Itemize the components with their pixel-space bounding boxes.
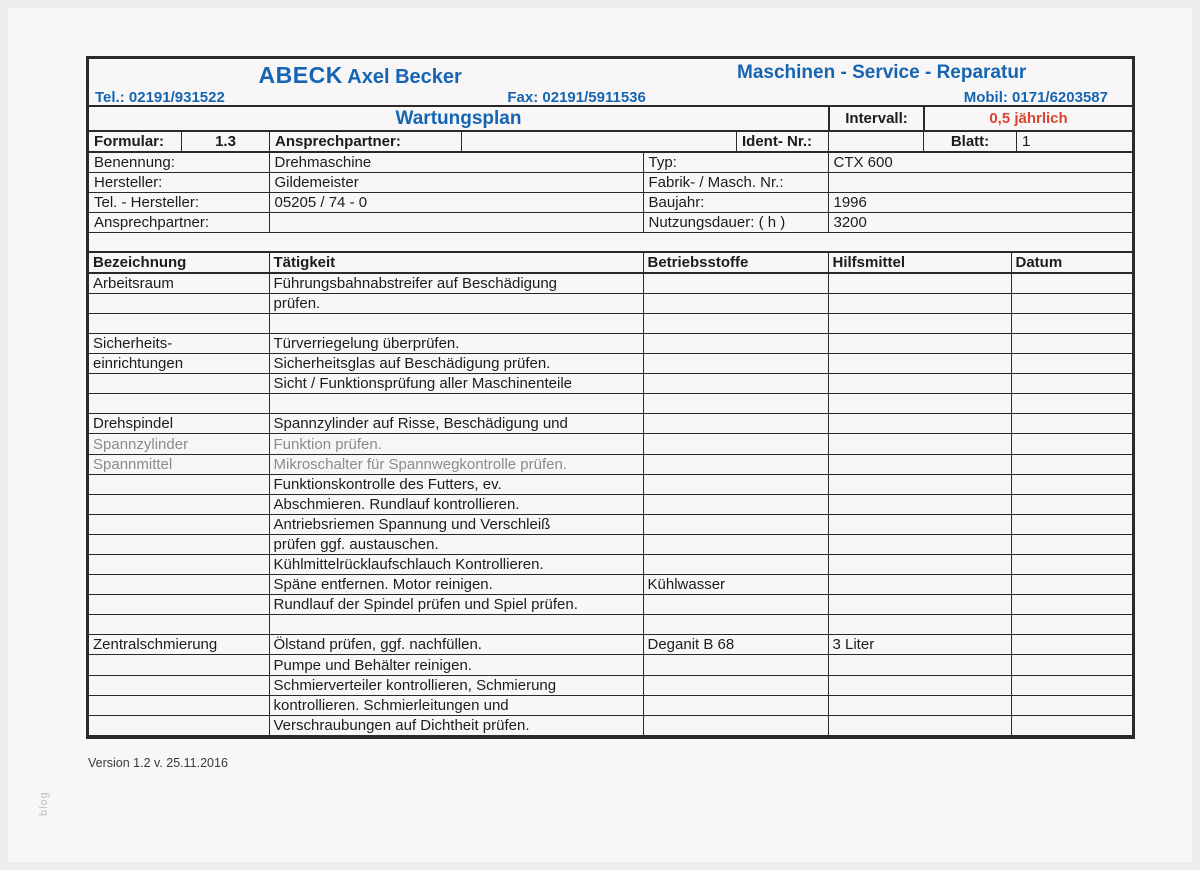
machine-info-table — [89, 151, 1132, 233]
cell-betriebsstoffe — [643, 434, 828, 454]
title-row — [89, 105, 1132, 130]
cell-betriebsstoffe — [643, 675, 828, 695]
cell-hilfsmittel — [828, 313, 1011, 333]
info-value — [828, 173, 1132, 193]
cell-bezeichnung — [89, 313, 269, 333]
wartungsplan-document — [86, 56, 1135, 739]
cell-bezeichnung — [89, 374, 269, 394]
col-header-bezeichnung: Bezeichnung — [89, 252, 269, 273]
cell-datum — [1011, 635, 1132, 655]
letterhead-top — [89, 59, 1132, 89]
intervall-value: 0,5 jährlich — [923, 107, 1132, 130]
cell-taetigkeit: Spannzylinder auf Risse, Beschädigung und — [269, 414, 643, 434]
col-header-datum: Datum — [1011, 252, 1132, 273]
ansprechpartner-label: Ansprechpartner: — [269, 132, 461, 151]
cell-taetigkeit: Mikroschalter für Spannwegkontrolle prüfen. — [269, 454, 643, 474]
cell-bezeichnung — [89, 695, 269, 715]
table-row — [89, 414, 1132, 434]
cell-hilfsmittel — [828, 675, 1011, 695]
cell-taetigkeit — [269, 313, 643, 333]
cell-hilfsmittel — [828, 434, 1011, 454]
cell-betriebsstoffe — [643, 695, 828, 715]
cell-datum — [1011, 394, 1132, 414]
table-row — [89, 434, 1132, 454]
cell-datum — [1011, 595, 1132, 615]
cell-taetigkeit: prüfen ggf. austauschen. — [269, 534, 643, 554]
cell-datum — [1011, 313, 1132, 333]
cell-betriebsstoffe — [643, 534, 828, 554]
info-label: Typ: — [643, 152, 828, 173]
table-row — [89, 595, 1132, 615]
cell-betriebsstoffe — [643, 474, 828, 494]
cell-taetigkeit: Führungsbahnabstreifer auf Beschädigung — [269, 273, 643, 294]
table-row — [89, 313, 1132, 333]
formular-value: 1.3 — [181, 132, 269, 151]
cell-datum — [1011, 434, 1132, 454]
cell-hilfsmittel — [828, 555, 1011, 575]
table-row — [89, 454, 1132, 474]
info-label: Baujahr: — [643, 193, 828, 213]
page-title: Wartungsplan — [395, 107, 522, 129]
service-title: Maschinen - Service - Reparatur — [737, 62, 1027, 83]
company-name-bold: ABECK — [258, 62, 343, 88]
intervall-label: Intervall: — [828, 107, 923, 130]
cell-bezeichnung — [89, 595, 269, 615]
cell-bezeichnung: Sicherheits- — [89, 333, 269, 353]
cell-taetigkeit: Schmierverteiler kontrollieren, Schmierung — [269, 675, 643, 695]
table-row — [89, 715, 1132, 735]
col-header-taetigkeit: Tätigkeit — [269, 252, 643, 273]
cell-betriebsstoffe — [643, 555, 828, 575]
cell-taetigkeit: Ölstand prüfen, ggf. nachfüllen. — [269, 635, 643, 655]
cell-betriebsstoffe — [643, 414, 828, 434]
ident-nr-label: Ident- Nr.: — [736, 132, 828, 151]
cell-taetigkeit: Sicht / Funktionsprüfung aller Maschinenteile — [269, 374, 643, 394]
cell-hilfsmittel — [828, 454, 1011, 474]
cell-betriebsstoffe — [643, 715, 828, 735]
cell-hilfsmittel — [828, 655, 1011, 675]
info-label: Fabrik- / Masch. Nr.: — [643, 173, 828, 193]
cell-bezeichnung — [89, 293, 269, 313]
cell-hilfsmittel — [828, 374, 1011, 394]
cell-taetigkeit: Pumpe und Behälter reinigen. — [269, 655, 643, 675]
letterhead — [89, 59, 1132, 105]
section-gap — [89, 233, 1132, 251]
table-row — [89, 293, 1132, 313]
cell-hilfsmittel — [828, 615, 1011, 635]
table-row — [89, 635, 1132, 655]
cell-bezeichnung: Arbeitsraum — [89, 273, 269, 294]
cell-betriebsstoffe — [643, 655, 828, 675]
table-row — [89, 575, 1132, 595]
info-value: 05205 / 74 - 0 — [269, 193, 643, 213]
cell-hilfsmittel — [828, 354, 1011, 374]
maintenance-table-body — [89, 273, 1132, 736]
cell-betriebsstoffe: Deganit B 68 — [643, 635, 828, 655]
cell-datum — [1011, 675, 1132, 695]
cell-datum — [1011, 333, 1132, 353]
table-row — [89, 675, 1132, 695]
formular-label: Formular: — [94, 133, 165, 150]
cell-hilfsmittel — [828, 273, 1011, 294]
cell-taetigkeit: Funktion prüfen. — [269, 434, 643, 454]
cell-bezeichnung — [89, 575, 269, 595]
table-row — [89, 494, 1132, 514]
cell-datum — [1011, 293, 1132, 313]
ansprechpartner-value — [461, 132, 736, 151]
cell-betriebsstoffe: Kühlwasser — [643, 575, 828, 595]
cell-datum — [1011, 575, 1132, 595]
cell-bezeichnung — [89, 514, 269, 534]
cell-hilfsmittel — [828, 293, 1011, 313]
company-owner: Axel Becker — [347, 66, 462, 88]
cell-datum — [1011, 715, 1132, 735]
info-value: Drehmaschine — [269, 152, 643, 173]
cell-datum — [1011, 555, 1132, 575]
cell-taetigkeit: Späne entfernen. Motor reinigen. — [269, 575, 643, 595]
cell-betriebsstoffe — [643, 313, 828, 333]
phone-number: Tel.: 02191/931522 — [95, 89, 225, 106]
cell-datum — [1011, 374, 1132, 394]
cell-taetigkeit: Kühlmittelrücklaufschlauch Kontrollieren. — [269, 555, 643, 575]
col-header-betriebsstoffe: Betriebsstoffe — [643, 252, 828, 273]
table-row — [89, 555, 1132, 575]
cell-bezeichnung: Zentralschmierung — [89, 635, 269, 655]
cell-hilfsmittel — [828, 494, 1011, 514]
scanned-page — [8, 8, 1192, 862]
cell-datum — [1011, 615, 1132, 635]
machine-info-row — [89, 213, 1132, 233]
cell-taetigkeit: Funktionskontrolle des Futters, ev. — [269, 474, 643, 494]
fax-number: Fax: 02191/5911536 — [507, 89, 646, 106]
cell-betriebsstoffe — [643, 354, 828, 374]
cell-bezeichnung — [89, 474, 269, 494]
table-row — [89, 394, 1132, 414]
info-label: Hersteller: — [89, 173, 269, 193]
cell-hilfsmittel — [828, 715, 1011, 735]
maintenance-table-header-row — [89, 252, 1132, 273]
cell-betriebsstoffe — [643, 273, 828, 294]
cell-datum — [1011, 474, 1132, 494]
company-name — [89, 62, 631, 89]
cell-hilfsmittel — [828, 514, 1011, 534]
table-row — [89, 534, 1132, 554]
maintenance-table — [89, 251, 1132, 736]
cell-datum — [1011, 273, 1132, 294]
cell-bezeichnung: Drehspindel — [89, 414, 269, 434]
cell-bezeichnung — [89, 494, 269, 514]
table-row — [89, 374, 1132, 394]
cell-hilfsmittel — [828, 595, 1011, 615]
ident-nr-value — [828, 132, 923, 151]
cell-taetigkeit: Abschmieren. Rundlauf kontrollieren. — [269, 494, 643, 514]
cell-betriebsstoffe — [643, 394, 828, 414]
cell-datum — [1011, 454, 1132, 474]
cell-taetigkeit — [269, 615, 643, 635]
info-value: Gildemeister — [269, 173, 643, 193]
cell-taetigkeit: Verschraubungen auf Dichtheit prüfen. — [269, 715, 643, 735]
machine-info-row — [89, 173, 1132, 193]
cell-betriebsstoffe — [643, 615, 828, 635]
cell-bezeichnung — [89, 394, 269, 414]
cell-datum — [1011, 655, 1132, 675]
cell-betriebsstoffe — [643, 595, 828, 615]
cell-datum — [1011, 534, 1132, 554]
cell-bezeichnung: Spannmittel — [89, 454, 269, 474]
cell-bezeichnung: Spannzylinder — [89, 434, 269, 454]
blatt-label: Blatt: — [923, 132, 1016, 151]
cell-betriebsstoffe — [643, 293, 828, 313]
cell-bezeichnung — [89, 534, 269, 554]
cell-bezeichnung — [89, 555, 269, 575]
cell-datum — [1011, 354, 1132, 374]
cell-taetigkeit: kontrollieren. Schmierleitungen und — [269, 695, 643, 715]
table-row — [89, 695, 1132, 715]
formular-row — [89, 130, 1132, 151]
cell-datum — [1011, 414, 1132, 434]
cell-hilfsmittel — [828, 394, 1011, 414]
cell-taetigkeit: Rundlauf der Spindel prüfen und Spiel prüfen. — [269, 595, 643, 615]
cell-taetigkeit: Antriebsriemen Spannung und Verschleiß — [269, 514, 643, 534]
col-header-hilfsmittel: Hilfsmittel — [828, 252, 1011, 273]
machine-info-row — [89, 193, 1132, 213]
info-value: 1996 — [828, 193, 1132, 213]
cell-betriebsstoffe — [643, 454, 828, 474]
version-note: Version 1.2 v. 25.11.2016 — [88, 756, 228, 770]
table-row — [89, 333, 1132, 353]
cell-hilfsmittel — [828, 575, 1011, 595]
cell-datum — [1011, 695, 1132, 715]
cell-hilfsmittel — [828, 695, 1011, 715]
cell-hilfsmittel — [828, 534, 1011, 554]
table-row — [89, 655, 1132, 675]
info-value — [269, 213, 643, 233]
cell-bezeichnung — [89, 615, 269, 635]
info-label: Benennung: — [89, 152, 269, 173]
table-row — [89, 615, 1132, 635]
cell-taetigkeit: prüfen. — [269, 293, 643, 313]
info-label: Ansprechpartner: — [89, 213, 269, 233]
cell-datum — [1011, 494, 1132, 514]
cell-hilfsmittel — [828, 333, 1011, 353]
machine-info-row — [89, 152, 1132, 173]
cell-betriebsstoffe — [643, 514, 828, 534]
cell-hilfsmittel — [828, 414, 1011, 434]
cell-taetigkeit: Sicherheitsglas auf Beschädigung prüfen. — [269, 354, 643, 374]
cell-betriebsstoffe — [643, 494, 828, 514]
table-row — [89, 354, 1132, 374]
info-label: Nutzungsdauer: ( h ) — [643, 213, 828, 233]
cell-hilfsmittel — [828, 474, 1011, 494]
cell-betriebsstoffe — [643, 374, 828, 394]
blatt-value: 1 — [1016, 132, 1132, 151]
cell-hilfsmittel: 3 Liter — [828, 635, 1011, 655]
cell-bezeichnung — [89, 675, 269, 695]
info-value: 3200 — [828, 213, 1132, 233]
table-row — [89, 474, 1132, 494]
mobile-number: Mobil: 0171/6203587 — [963, 89, 1108, 106]
cell-datum — [1011, 514, 1132, 534]
info-label: Tel. - Hersteller: — [89, 193, 269, 213]
cell-bezeichnung — [89, 715, 269, 735]
machine-info-body — [89, 152, 1132, 233]
table-row — [89, 273, 1132, 294]
watermark-text: blog — [38, 791, 50, 816]
cell-taetigkeit — [269, 394, 643, 414]
cell-bezeichnung — [89, 655, 269, 675]
cell-bezeichnung: einrichtungen — [89, 354, 269, 374]
table-row — [89, 514, 1132, 534]
info-value: CTX 600 — [828, 152, 1132, 173]
cell-betriebsstoffe — [643, 333, 828, 353]
cell-taetigkeit: Türverriegelung überprüfen. — [269, 333, 643, 353]
